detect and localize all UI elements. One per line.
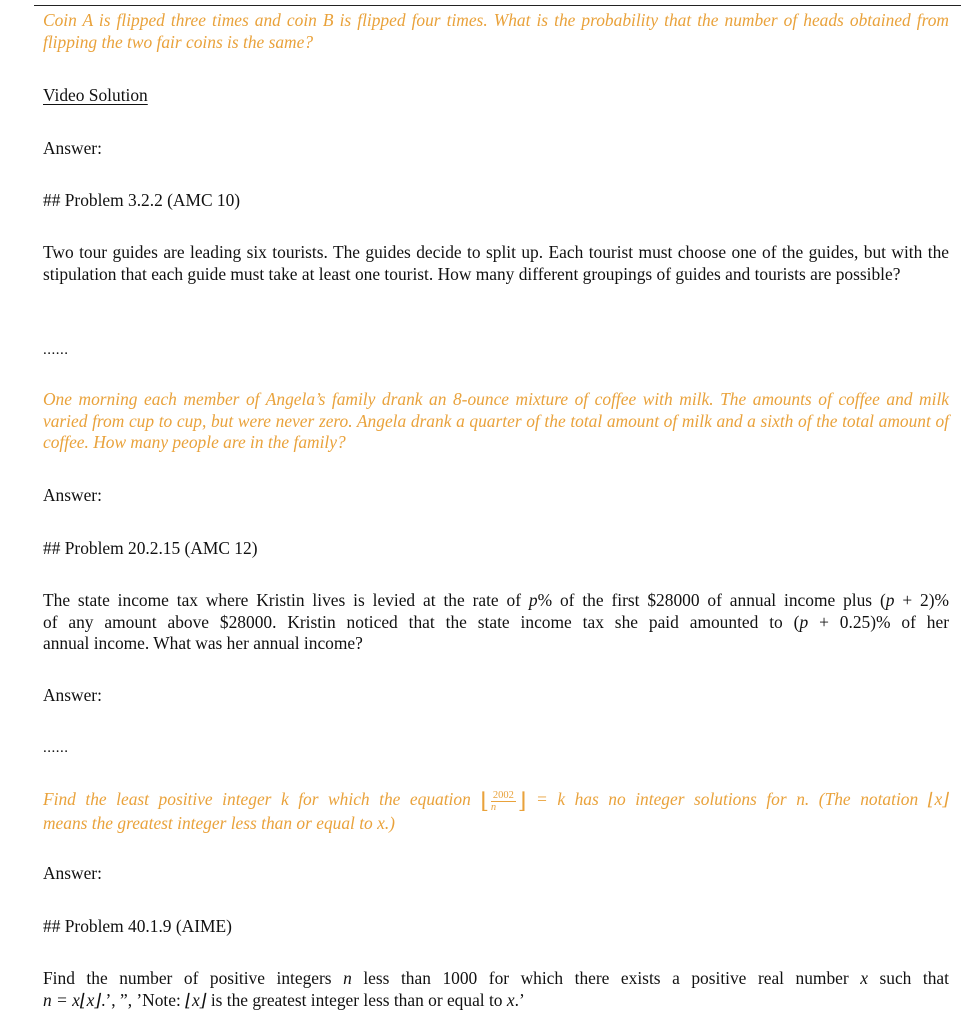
- problem-heading-2: ## Problem 20.2.15 (AMC 12): [43, 538, 258, 558]
- separator-2: ......: [43, 740, 69, 756]
- problem-text-3-line-2: n = x⌊x⌋.’, ”, ’Note: ⌊x⌋ is the greatest integer less than or equal to x.’: [43, 989, 525, 1010]
- problem-text-3-line-1: Find the number of positive integers n less than 1000 for which there exists a positive real number x such that: [43, 968, 949, 988]
- video-solution-section: [43, 85, 949, 107]
- top-rule: [34, 5, 961, 6]
- problem-heading-1: ## Problem 3.2.2 (AMC 10): [43, 190, 241, 210]
- problem-heading-3: ## Problem 40.1.9 (AIME): [43, 916, 232, 936]
- problem-text-2-line-1: The state income tax where Kristin lives is levied at the rate of p% of the first $28000 of annual income plus (p + 2)%: [43, 590, 949, 610]
- problem-text-1: Two tour guides are leading six tourists. The guides decide to split up. Each tourist must choose one of the guides, but with the stipulation that each guide must take at least one tourist. How many different groupings of guides and tourists are possible?: [43, 242, 949, 284]
- floor-question-line-2: means the greatest integer less than or equal to x.): [43, 813, 395, 834]
- video-solution-link[interactable]: Video Solution: [43, 85, 148, 105]
- problem-text-2-line-2: of any amount above $28000. Kristin noticed that the state income tax she paid amounted to (p + 0.25)% of her: [43, 611, 949, 632]
- answer-label-4: Answer:: [43, 863, 102, 883]
- separator-1: ......: [43, 342, 69, 358]
- answer-label-3: Answer:: [43, 685, 102, 705]
- answer-label-2: Answer:: [43, 485, 102, 505]
- fraction-2002-over-n: $\frac{2002}{n}$: [490, 790, 514, 814]
- answer-label-1: Answer:: [43, 138, 102, 158]
- coin-question: Coin A is flipped three times and coin B is flipped four times. What is the probability that the number of heads obtained from flipping the two fair coins is the same?: [43, 10, 949, 52]
- problem-text-2-line-3: annual income. What was her annual income?: [43, 633, 363, 654]
- problem-text-3: [43, 968, 949, 1011]
- problem-text-2: [43, 590, 949, 655]
- coffee-question: One morning each member of Angela’s family drank an 8-ounce mixture of coffee with milk. The amounts of coffee and milk varied from cup to cup, but were never zero. Angela drank a quarter of the total amount of milk and a sixth of the total amount of coffee. How many people are in the family?: [43, 389, 949, 453]
- floor-question: [43, 789, 949, 835]
- floor-question-line-1: Find the least positive integer k for which the equation ⌊ $\frac{2002}{n}$ ⌋ = k has no integer solutions for n. (The notation ⌊x⌋: [43, 788, 949, 814]
